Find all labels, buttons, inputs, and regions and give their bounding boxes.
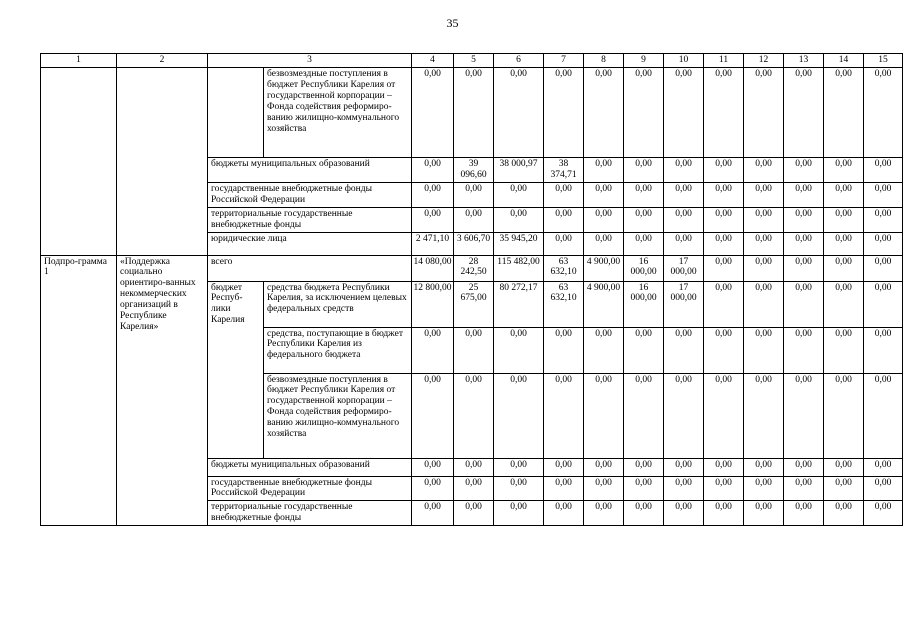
value-cell: 0,00 <box>664 68 704 158</box>
value-cell: 0,00 <box>784 232 824 255</box>
value-cell: 0,00 <box>824 476 864 501</box>
table-row <box>41 68 903 158</box>
value-cell: 0,00 <box>664 373 704 458</box>
status-cell-empty <box>41 68 117 256</box>
value-cell: 0,00 <box>584 232 624 255</box>
value-cell: 0,00 <box>412 68 454 158</box>
value-cell: 0,00 <box>784 255 824 281</box>
source-label: бюджеты муниципальных образований <box>208 458 412 476</box>
value-cell: 0,00 <box>784 373 824 458</box>
header-cell: 11 <box>704 54 744 68</box>
value-cell: 0,00 <box>624 158 664 183</box>
value-cell: 0,00 <box>864 182 903 207</box>
source-label: средства, поступающие в бюджет Республики Карелия из федерального бюджета <box>264 327 412 373</box>
value-cell: 0,00 <box>412 373 454 458</box>
value-cell: 0,00 <box>744 207 784 232</box>
value-cell: 0,00 <box>784 68 824 158</box>
value-cell: 0,00 <box>624 182 664 207</box>
value-cell: 2 471,10 <box>412 232 454 255</box>
value-cell: 0,00 <box>584 68 624 158</box>
value-cell: 0,00 <box>412 327 454 373</box>
subprogram-name: «Поддержка социально ориентиро-ванных некоммерческих организаций в Республике Карелия» <box>117 255 208 526</box>
value-cell: 0,00 <box>744 501 784 526</box>
value-cell: 4 900,00 <box>584 255 624 281</box>
value-cell: 0,00 <box>584 182 624 207</box>
value-cell: 0,00 <box>412 476 454 501</box>
value-cell: 0,00 <box>704 458 744 476</box>
value-cell: 0,00 <box>664 207 704 232</box>
value-cell: 0,00 <box>454 327 494 373</box>
value-cell: 0,00 <box>704 281 744 327</box>
value-cell: 0,00 <box>784 281 824 327</box>
value-cell: 0,00 <box>664 182 704 207</box>
value-cell: 0,00 <box>664 158 704 183</box>
value-cell: 0,00 <box>864 501 903 526</box>
value-cell: 4 900,00 <box>584 281 624 327</box>
value-cell: 0,00 <box>864 68 903 158</box>
value-cell: 16 000,00 <box>624 255 664 281</box>
value-cell: 0,00 <box>544 207 584 232</box>
value-cell: 63 632,10 <box>544 255 584 281</box>
value-cell: 0,00 <box>784 458 824 476</box>
value-cell: 0,00 <box>824 281 864 327</box>
value-cell: 0,00 <box>624 68 664 158</box>
header-cell: 10 <box>664 54 704 68</box>
value-cell: 0,00 <box>824 327 864 373</box>
value-cell: 80 272,17 <box>494 281 544 327</box>
value-cell: 0,00 <box>864 373 903 458</box>
value-cell: 0,00 <box>664 232 704 255</box>
value-cell: 115 482,00 <box>494 255 544 281</box>
value-cell: 17 000,00 <box>664 281 704 327</box>
value-cell: 0,00 <box>744 182 784 207</box>
value-cell: 0,00 <box>664 476 704 501</box>
value-cell: 0,00 <box>744 373 784 458</box>
name-cell-empty <box>117 68 208 256</box>
value-cell: 0,00 <box>824 255 864 281</box>
header-cell: 15 <box>864 54 903 68</box>
value-cell: 0,00 <box>824 207 864 232</box>
value-cell: 16 000,00 <box>624 281 664 327</box>
value-cell: 0,00 <box>704 327 744 373</box>
value-cell: 0,00 <box>584 373 624 458</box>
value-cell: 0,00 <box>454 207 494 232</box>
value-cell: 0,00 <box>824 458 864 476</box>
budget-table <box>40 53 903 526</box>
value-cell: 0,00 <box>624 458 664 476</box>
source-label: всего <box>208 255 412 281</box>
value-cell: 0,00 <box>864 207 903 232</box>
value-cell: 0,00 <box>454 68 494 158</box>
value-cell: 0,00 <box>494 476 544 501</box>
source-label: территориальные государственные внебюджетные фонды <box>208 207 412 232</box>
value-cell: 0,00 <box>494 373 544 458</box>
value-cell: 0,00 <box>744 68 784 158</box>
value-cell: 0,00 <box>704 476 744 501</box>
source-label: территориальные государственные внебюджетные фонды <box>208 501 412 526</box>
value-cell: 0,00 <box>864 458 903 476</box>
value-cell: 0,00 <box>744 255 784 281</box>
header-cell: 3 <box>208 54 412 68</box>
source-label: средства бюджета Республики Карелия, за исключением целевых федеральных средств <box>264 281 412 327</box>
value-cell: 0,00 <box>864 281 903 327</box>
value-cell: 0,00 <box>412 182 454 207</box>
value-cell: 0,00 <box>704 501 744 526</box>
value-cell: 0,00 <box>864 255 903 281</box>
value-cell: 0,00 <box>624 327 664 373</box>
header-cell: 2 <box>117 54 208 68</box>
value-cell: 0,00 <box>704 373 744 458</box>
value-cell: 0,00 <box>864 232 903 255</box>
value-cell: 38 000,97 <box>494 158 544 183</box>
value-cell: 0,00 <box>494 68 544 158</box>
value-cell: 0,00 <box>704 232 744 255</box>
table-row <box>41 255 903 281</box>
value-cell: 0,00 <box>454 182 494 207</box>
value-cell: 0,00 <box>624 476 664 501</box>
value-cell: 0,00 <box>584 458 624 476</box>
value-cell: 0,00 <box>624 373 664 458</box>
subprogram-status: Подпро-грамма 1 <box>41 255 117 526</box>
value-cell: 14 080,00 <box>412 255 454 281</box>
value-cell: 0,00 <box>784 501 824 526</box>
value-cell: 0,00 <box>624 501 664 526</box>
header-cell: 1 <box>41 54 117 68</box>
value-cell: 0,00 <box>784 182 824 207</box>
value-cell: 12 800,00 <box>412 281 454 327</box>
header-cell: 14 <box>824 54 864 68</box>
value-cell: 0,00 <box>624 207 664 232</box>
value-cell: 39 096,60 <box>454 158 494 183</box>
value-cell: 0,00 <box>544 182 584 207</box>
group-cell-empty <box>208 68 264 158</box>
header-cell: 5 <box>454 54 494 68</box>
value-cell: 0,00 <box>454 373 494 458</box>
value-cell: 0,00 <box>784 327 824 373</box>
value-cell: 28 242,50 <box>454 255 494 281</box>
value-cell: 17 000,00 <box>664 255 704 281</box>
value-cell: 0,00 <box>744 281 784 327</box>
value-cell: 0,00 <box>744 327 784 373</box>
page-number: 35 <box>446 16 459 30</box>
value-cell: 0,00 <box>864 476 903 501</box>
source-label: бюджеты муниципальных образований <box>208 158 412 183</box>
value-cell: 0,00 <box>584 327 624 373</box>
value-cell: 0,00 <box>744 232 784 255</box>
value-cell: 0,00 <box>412 158 454 183</box>
value-cell: 0,00 <box>704 207 744 232</box>
value-cell: 0,00 <box>824 232 864 255</box>
source-label: безвозмездные поступления в бюджет Республики Карелия от государственной корпорации – Фонда содействия реформиро-ванию жилищно-коммунального хозяйства <box>264 373 412 458</box>
value-cell: 3 606,70 <box>454 232 494 255</box>
value-cell: 0,00 <box>454 458 494 476</box>
value-cell: 0,00 <box>744 158 784 183</box>
value-cell: 0,00 <box>864 327 903 373</box>
value-cell: 0,00 <box>544 458 584 476</box>
value-cell: 0,00 <box>494 207 544 232</box>
source-label: государственные внебюджетные фонды Российской Федерации <box>208 476 412 501</box>
value-cell: 0,00 <box>494 458 544 476</box>
value-cell: 0,00 <box>412 501 454 526</box>
header-row <box>41 54 903 68</box>
value-cell: 0,00 <box>544 327 584 373</box>
value-cell: 0,00 <box>454 501 494 526</box>
value-cell: 0,00 <box>704 68 744 158</box>
value-cell: 0,00 <box>544 476 584 501</box>
value-cell: 0,00 <box>704 158 744 183</box>
value-cell: 63 632,10 <box>544 281 584 327</box>
source-label: государственные внебюджетные фонды Российской Федерации <box>208 182 412 207</box>
value-cell: 0,00 <box>494 501 544 526</box>
value-cell: 0,00 <box>544 373 584 458</box>
header-cell: 4 <box>412 54 454 68</box>
value-cell: 0,00 <box>664 327 704 373</box>
value-cell: 0,00 <box>494 327 544 373</box>
value-cell: 0,00 <box>824 373 864 458</box>
header-cell: 7 <box>544 54 584 68</box>
value-cell: 0,00 <box>584 476 624 501</box>
value-cell: 0,00 <box>412 207 454 232</box>
value-cell: 35 945,20 <box>494 232 544 255</box>
value-cell: 0,00 <box>454 476 494 501</box>
value-cell: 0,00 <box>744 476 784 501</box>
source-label: безвозмездные поступления в бюджет Республики Карелия от государственной корпорации – Фонда содействия реформиро-ванию жилищно-коммунального хозяйства <box>264 68 412 158</box>
value-cell: 0,00 <box>824 501 864 526</box>
value-cell: 0,00 <box>412 458 454 476</box>
source-label: юридические лица <box>208 232 412 255</box>
header-cell: 9 <box>624 54 664 68</box>
value-cell: 0,00 <box>824 68 864 158</box>
value-cell: 0,00 <box>584 207 624 232</box>
value-cell: 0,00 <box>624 232 664 255</box>
value-cell: 0,00 <box>544 501 584 526</box>
value-cell: 25 675,00 <box>454 281 494 327</box>
value-cell: 0,00 <box>544 68 584 158</box>
value-cell: 0,00 <box>784 476 824 501</box>
value-cell: 0,00 <box>544 232 584 255</box>
value-cell: 0,00 <box>744 458 784 476</box>
value-cell: 0,00 <box>494 182 544 207</box>
header-cell: 12 <box>744 54 784 68</box>
value-cell: 0,00 <box>584 501 624 526</box>
value-cell: 0,00 <box>784 158 824 183</box>
value-cell: 0,00 <box>664 501 704 526</box>
value-cell: 38 374,71 <box>544 158 584 183</box>
value-cell: 0,00 <box>704 255 744 281</box>
value-cell: 0,00 <box>824 182 864 207</box>
value-cell: 0,00 <box>584 158 624 183</box>
budget-group-label: бюджет Респуб-лики Карелия <box>208 281 264 458</box>
header-cell: 13 <box>784 54 824 68</box>
value-cell: 0,00 <box>864 158 903 183</box>
header-cell: 8 <box>584 54 624 68</box>
header-cell: 6 <box>494 54 544 68</box>
value-cell: 0,00 <box>664 458 704 476</box>
value-cell: 0,00 <box>704 182 744 207</box>
value-cell: 0,00 <box>784 207 824 232</box>
value-cell: 0,00 <box>824 158 864 183</box>
